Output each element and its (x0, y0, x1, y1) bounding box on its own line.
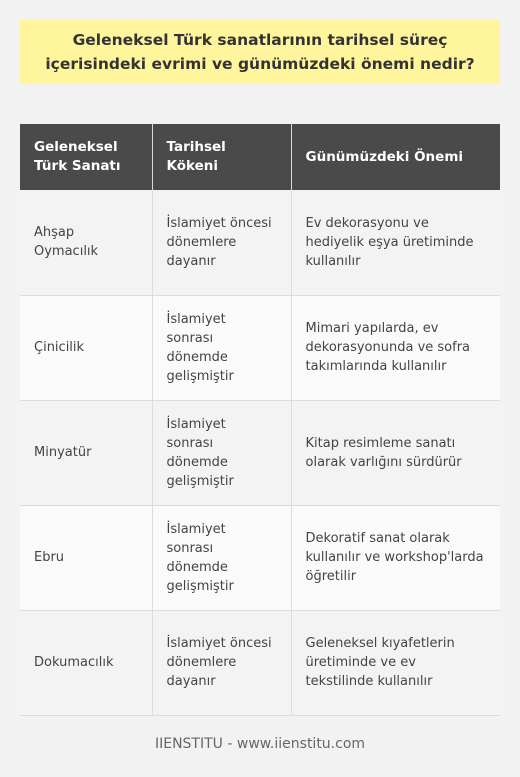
table-cell: Dekoratif sanat olarak kullanılır ve workshop'larda öğretilir (291, 505, 500, 610)
column-header: Tarihsel Kökeni (152, 124, 291, 190)
table-cell: İslamiyet sonrası dönemde gelişmiştir (152, 295, 291, 400)
footer-credit: IIENSTITU - www.iienstitu.com (154, 736, 366, 752)
table-row (20, 295, 500, 400)
table-cell: Ev dekorasyonu ve hediyelik eşya üretiminde kullanılır (291, 190, 500, 295)
table-cell: Mimari yapılarda, ev dekorasyonunda ve sofra takımlarında kullanılır (291, 295, 500, 400)
table-cell: Kitap resimleme sanatı olarak varlığını sürdürür (291, 400, 500, 505)
column-header: Günümüzdeki Önemi (291, 124, 500, 190)
table-cell: Ahşap Oymacılık (20, 190, 152, 295)
table-cell: İslamiyet öncesi dönemlere dayanır (152, 190, 291, 295)
table-cell: Minyatür (20, 400, 152, 505)
title-banner (20, 20, 500, 84)
table-header-row (20, 124, 500, 190)
table-row (20, 505, 500, 610)
table-row (20, 610, 500, 715)
table-cell: Geleneksel kıyafetlerin üretiminde ve ev tekstilinde kullanılır (291, 610, 500, 715)
column-header: Geleneksel Türk Sanatı (20, 124, 152, 190)
table-cell: Dokumacılık (20, 610, 152, 715)
table-cell: İslamiyet öncesi dönemlere dayanır (152, 610, 291, 715)
comparison-table (20, 124, 500, 716)
table-cell: İslamiyet sonrası dönemde gelişmiştir (152, 400, 291, 505)
table-cell: Çinicilik (20, 295, 152, 400)
table-row (20, 190, 500, 295)
table-row (20, 400, 500, 505)
page-title: Geleneksel Türk sanatlarının tarihsel süreç içerisindeki evrimi ve günümüzdeki önemi nedir? (45, 31, 475, 73)
table-cell: Ebru (20, 505, 152, 610)
table-cell: İslamiyet sonrası dönemde gelişmiştir (152, 505, 291, 610)
